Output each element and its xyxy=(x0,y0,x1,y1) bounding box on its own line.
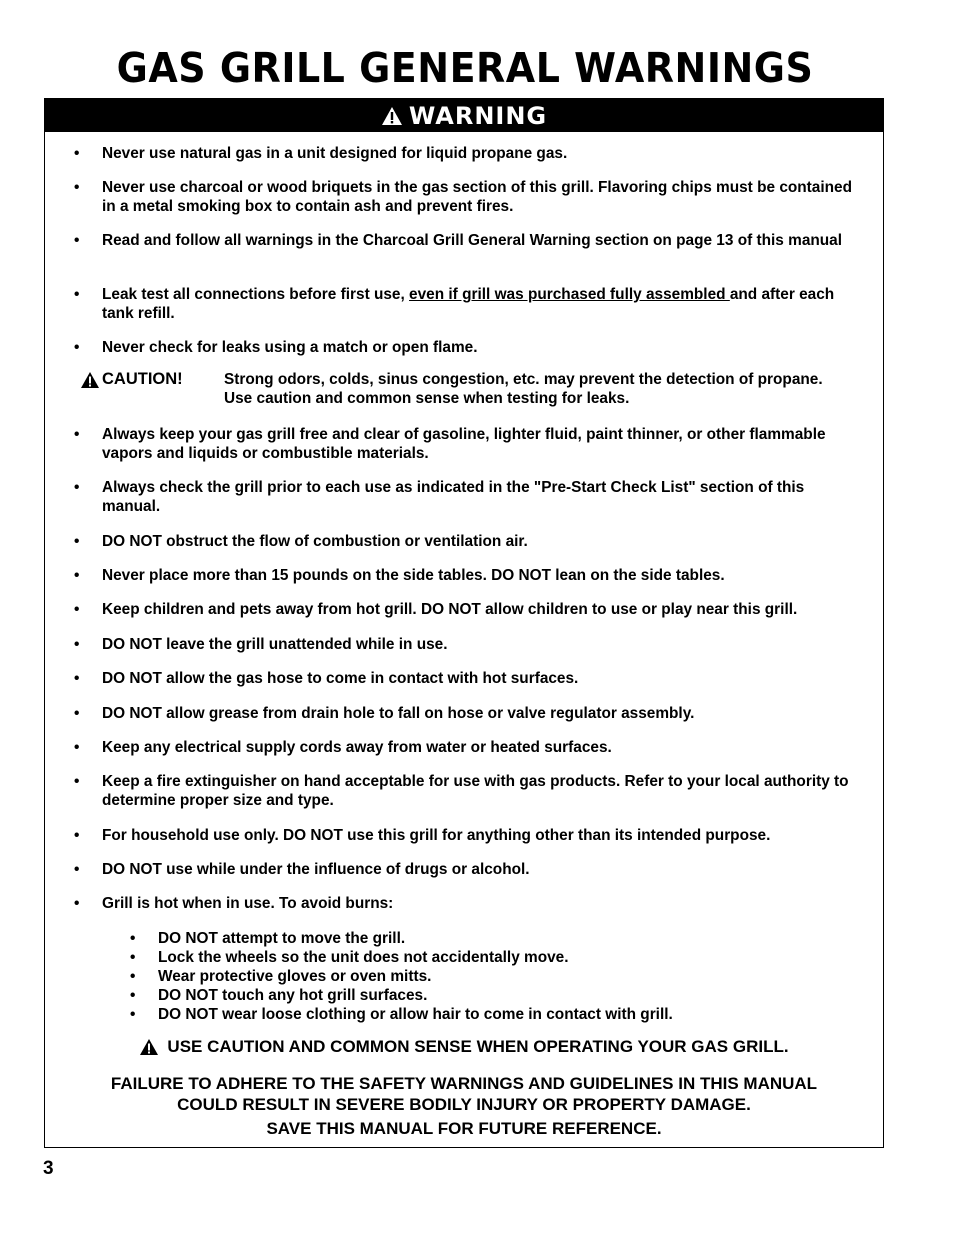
warning-bullet-item xyxy=(74,704,864,723)
burn-avoidance-text: Wear protective gloves or oven mitts. xyxy=(158,968,432,985)
bullet-marker: • xyxy=(74,339,80,356)
failure-line-1: FAILURE TO ADHERE TO THE SAFETY WARNINGS AND GUIDELINES IN THIS MANUAL xyxy=(110,1074,818,1093)
bullet-text xyxy=(102,285,864,323)
caution-label: CAUTION! xyxy=(102,370,183,388)
bullet-text: Keep children and pets away from hot grill. DO NOT allow children to use or play near this grill. xyxy=(102,601,798,618)
page-title: GAS GRILL GENERAL WARNINGS xyxy=(116,44,814,92)
warning-header-label: WARNING xyxy=(408,101,548,130)
warning-bullet-item xyxy=(74,826,864,845)
bullet-text: Read and follow all warnings in the Charcoal Grill General Warning section on page 13 of this manual xyxy=(102,232,843,249)
bullet-marker: • xyxy=(74,636,80,653)
bullet-marker: • xyxy=(130,930,136,947)
bullet-marker: • xyxy=(74,179,80,196)
bullet-text: DO NOT obstruct the flow of combustion or ventilation air. xyxy=(102,533,528,550)
bullet-text-part: and after each tank refill. xyxy=(102,286,835,322)
warning-bullet-item xyxy=(74,738,864,757)
bullet-marker: • xyxy=(74,773,80,790)
bullet-marker: • xyxy=(74,145,80,162)
bullet-marker: • xyxy=(74,895,80,912)
warning-bullet-item xyxy=(74,772,864,810)
bullet-text: Keep a fire extinguisher on hand acceptable for use with gas products. Refer to your local authority to determine proper size and type. xyxy=(102,773,849,809)
page-number: 3 xyxy=(43,1158,54,1179)
warning-bullet-item xyxy=(74,894,864,913)
bullet-marker: • xyxy=(74,232,80,249)
bullet-text: DO NOT allow the gas hose to come in contact with hot surfaces. xyxy=(102,670,579,687)
burn-avoidance-item xyxy=(130,948,673,967)
caution-note xyxy=(80,370,840,408)
bullet-text: Never use charcoal or wood briquets in the gas section of this grill. Flavoring chips must be contained in a metal smoking box to contain ash and prevent fires. xyxy=(102,179,853,215)
burn-avoidance-item xyxy=(130,986,673,1005)
bullet-text: Always keep your gas grill free and clear of gasoline, lighter fluid, paint thinner, or other flammable vapors and liquids or combustible materials. xyxy=(102,426,826,462)
bullet-text: DO NOT use while under the influence of drugs or alcohol. xyxy=(102,861,530,878)
warning-bullet-item xyxy=(74,285,864,323)
bullet-text: Keep any electrical supply cords away from water or heated surfaces. xyxy=(102,739,612,756)
caution-footer-text: USE CAUTION AND COMMON SENSE WHEN OPERATING YOUR GAS GRILL. xyxy=(167,1037,789,1056)
bullet-marker: • xyxy=(74,861,80,878)
warning-bullet-item xyxy=(74,532,864,551)
bullet-text: DO NOT allow grease from drain hole to fall on hose or valve regulator assembly. xyxy=(102,705,695,722)
burn-avoidance-text: Lock the wheels so the unit does not accidentally move. xyxy=(158,949,569,966)
warning-box xyxy=(44,98,884,1148)
warning-bullet-item xyxy=(74,635,864,654)
caution-triangle-icon xyxy=(80,371,100,389)
bullet-marker: • xyxy=(130,949,136,966)
bullet-text: Never check for leaks using a match or open flame. xyxy=(102,339,478,356)
burn-avoidance-text: DO NOT wear loose clothing or allow hair to come in contact with grill. xyxy=(158,1006,673,1023)
bullet-text: DO NOT leave the grill unattended while in use. xyxy=(102,636,448,653)
warning-bullet-item xyxy=(74,144,864,163)
bullet-text: For household use only. DO NOT use this grill for anything other than its intended purpose. xyxy=(102,827,771,844)
warning-bullet-item xyxy=(74,178,864,216)
bullet-text: Always check the grill prior to each use as indicated in the "Pre-Start Check List" section of this manual. xyxy=(102,479,805,515)
bullet-marker: • xyxy=(74,827,80,844)
caution-text: Strong odors, colds, sinus congestion, etc. may prevent the detection of propane. Use caution and common sense when testing for leaks. xyxy=(224,371,823,407)
warning-triangle-icon xyxy=(381,106,403,126)
bullet-underlined-emphasis: even if grill was purchased fully assembled xyxy=(409,286,730,303)
warning-header-bar xyxy=(45,99,883,132)
failure-line-2: COULD RESULT IN SEVERE BODILY INJURY OR PROPERTY DAMAGE. xyxy=(177,1095,751,1114)
bullet-marker: • xyxy=(130,987,136,1004)
bullet-marker: • xyxy=(74,286,80,303)
caution-label-group xyxy=(80,370,224,408)
bullet-text: Never use natural gas in a unit designed for liquid propane gas. xyxy=(102,145,568,162)
warning-bullet-item xyxy=(74,600,864,619)
bullet-marker: • xyxy=(74,533,80,550)
warning-bullet-item xyxy=(74,425,864,463)
warning-bullet-item xyxy=(74,338,864,357)
caution-footer-line xyxy=(45,1037,883,1057)
bullet-marker: • xyxy=(74,601,80,618)
burn-avoidance-item xyxy=(130,1005,673,1024)
burn-avoidance-text: DO NOT attempt to move the grill. xyxy=(158,930,406,947)
bullet-marker: • xyxy=(130,1006,136,1023)
save-manual-notice: SAVE THIS MANUAL FOR FUTURE REFERENCE. xyxy=(266,1119,662,1138)
caution-triangle-icon xyxy=(139,1038,159,1056)
bullet-marker: • xyxy=(74,670,80,687)
bullet-marker: • xyxy=(74,739,80,756)
burn-avoidance-list xyxy=(130,929,673,1024)
burn-avoidance-item xyxy=(130,967,673,986)
burn-avoidance-item xyxy=(130,929,673,948)
warning-bullet-item xyxy=(74,669,864,688)
bullet-text: Grill is hot when in use. To avoid burns: xyxy=(102,895,394,912)
failure-notice xyxy=(45,1073,883,1115)
bullet-text: Never place more than 15 pounds on the side tables. DO NOT lean on the side tables. xyxy=(102,567,725,584)
bullet-marker: • xyxy=(130,968,136,985)
bullet-marker: • xyxy=(74,426,80,443)
warning-bullet-item xyxy=(74,566,864,585)
bullet-marker: • xyxy=(74,705,80,722)
burn-avoidance-text: DO NOT touch any hot grill surfaces. xyxy=(158,987,428,1004)
warning-bullet-item xyxy=(74,478,864,516)
bullet-marker: • xyxy=(74,479,80,496)
bullet-marker: • xyxy=(74,567,80,584)
warning-bullet-item xyxy=(74,860,864,879)
warning-bullet-item xyxy=(74,231,864,250)
bullet-text-part: Leak test all connections before first use, xyxy=(102,286,410,303)
